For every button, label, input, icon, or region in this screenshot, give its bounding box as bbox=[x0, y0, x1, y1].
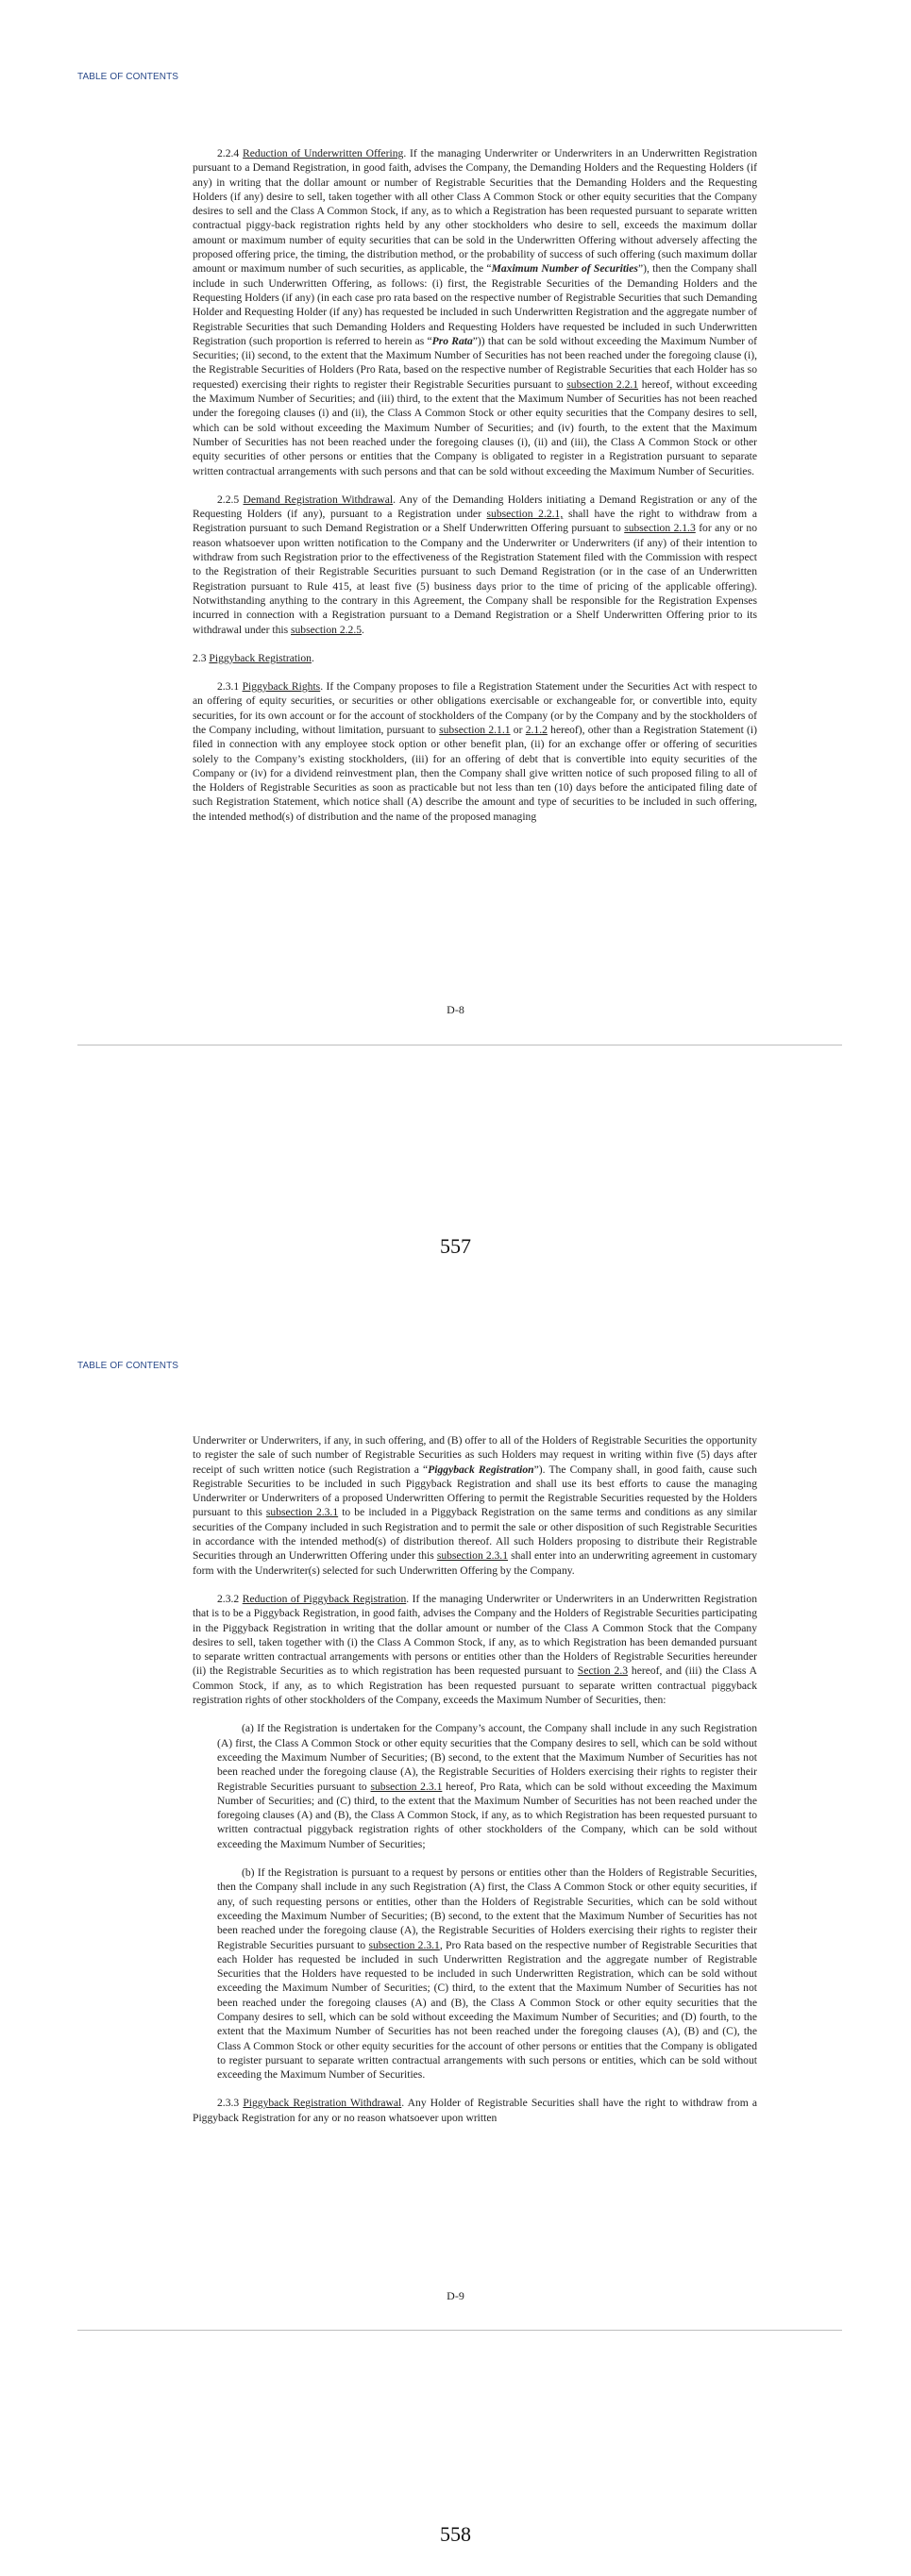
cross-reference: 2.1.2 bbox=[525, 723, 548, 736]
cross-reference: subsection 2.2.1, bbox=[486, 508, 564, 521]
section-2-2-5: 2.2.5 Demand Registration Withdrawal. Any of the Demanding Holders initiating a Demand Registration or any of the Requesting Holders (if any), pursuant to a Registration under subsection 2.2.1, shall have the right to withdraw from a Registration pursuant to such Demand Registration or a Shelf Underwritten Offering pursuant to subsection 2.1.3 for any or no reason whatsoever upon written notification to the Company and the Underwriter or Underwriters (if any) of their intention to withdraw from such Registration prior to the effectiveness of the Registration Statement filed with the Commission with respect to the Registration of their Registrable Securities pursuant to such Demand Registration (or in the case of an Underwritten Registration pursuant to Rule 415, at least five (5) business days prior to the time of pricing of the applicable offering). Notwithstanding anything to the contrary in this Agreement, the Company shall be responsible for the Registration Expenses incurred in connection with a Registration pursuant to a Demand Registration or a Shelf Underwritten Offering prior to its withdrawal under this subsection 2.2.5. bbox=[193, 493, 758, 636]
clause-a: (a) If the Registration is undertaken for the Company’s account, the Company shall include in any such Registration (A) first, the Class A Common Stock or other equity securities that the Company desires to sell, which can be sold without exceeding the Maximum Number of Securities; (B) second, to the extent that the Maximum Number of Securities has not been reached under the foregoing clause (A), the Registrable Securities of Holders exercising their rights to register their Registrable Securities pursuant to subsection 2.3.1 hereof, Pro Rata, which can be sold without exceeding the Maximum Number of Securities; and (C) third, to the extent that the Maximum Number of Securities has not been reached under the foregoing clauses (A) and (B), the Class A Common Stock, if any, as to which Registration has been requested pursuant to written contractual piggyback registration rights of other stockholders of the Company, which can be sold without exceeding the Maximum Number of Securities; bbox=[217, 1722, 758, 1850]
section-2-3: 2.3 Piggyback Registration. bbox=[193, 651, 314, 664]
section-2-3-3: 2.3.3 Piggyback Registration Withdrawal. Any Holder of Registrable Securities shall have the right to withdraw from a Piggyback Registration for any or no reason whatsoever upon written bbox=[193, 2097, 757, 2124]
section-title: Piggyback Registration Withdrawal bbox=[243, 2097, 402, 2110]
section-number: 2.3.2 bbox=[217, 1592, 240, 1605]
table-of-contents-link[interactable]: TABLE OF CONTENTS bbox=[77, 1361, 179, 1371]
page-footer: D-8 bbox=[447, 1003, 464, 1016]
section-number: 2.2.5 bbox=[217, 493, 240, 506]
section-title: Piggyback Registration bbox=[209, 651, 312, 664]
section-number: 2.3 bbox=[193, 651, 207, 664]
page-number: 558 bbox=[440, 2522, 471, 2546]
clause-b: (b) If the Registration is pursuant to a request by persons or entities other than the Holders of Registrable Securities, then the Company shall include in any such Registration (A) first, the Class A Common Stock or other equity securities, if any, of such requesting persons or entities, other than the Holders of Registrable Securities, which can be sold without exceeding the Maximum Number of Securities; (B) second, to the extent that the Maximum Number of Securities has not been reached under the foregoing clause (A), the Registrable Securities of Holders exercising their rights to register their Registrable Securities pursuant to subsection 2.3.1, Pro Rata based on the respective number of Registrable Securities that each Holder has requested be included in such Underwritten Registration and the aggregate number of Registrable Securities that the Holders have requested to be included in such Underwritten Registration, which can be sold without exceeding the Maximum Number of Securities; (C) third, to the extent that the Maximum Number of Securities has not been reached under the foregoing clauses (A) and (B), the Class A Common Stock or other equity securities that the Company desires to sell, which can be sold without exceeding the Maximum Number of Securities; and (D) fourth, to the extent that the Maximum Number of Securities has not been reached under the foregoing clauses (A), (B) and (C), the Class A Common Stock or other equity securities for the account of other persons or entities that the Company is obligated to register pursuant to separate written contractual arrangements with such persons or entities, which can be sold without exceeding the Maximum Number of Securities. bbox=[217, 1866, 757, 2082]
page-footer: D-9 bbox=[447, 2289, 464, 2302]
cross-reference: subsection 2.2.5 bbox=[291, 623, 363, 636]
section-title: Demand Registration Withdrawal bbox=[243, 493, 394, 506]
defined-term: Piggyback Registration bbox=[428, 1463, 534, 1476]
page-divider bbox=[77, 2330, 842, 2331]
section-2-2-4: 2.2.4 Reduction of Underwritten Offering. If the managing Underwriter or Underwriters in an Underwritten Registration pursuant to a Demand Registration, in good faith, advises the Company, the Demanding Holders and the Requesting Holders (if any) in writing that the dollar amount or number of Registrable Securities that the Demanding Holders and the Requesting Holders (if any) desire to sell, taken together with all other Class A Common Stock or other equity securities that the Company desires to sell and the Class A Common Stock, if any, as to which a Registration has been requested pursuant to separate written contractual piggy-back registration rights held by any other stockholders who desire to sell, exceeds the maximum dollar amount or maximum number of equity securities that can be sold in the Underwritten Offering without adversely affecting the proposed offering price, the timing, the distribution method, or the probability of success of such offering (such maximum dollar amount or maximum number of such securities, as applicable, the “Maximum Number of Securities”), then the Company shall include in such Underwritten Offering, as follows: (i) first, the Registrable Securities of the Demanding Holders and the Requesting Holders (if any) (in each case pro rata based on the respective number of Registrable Securities that such Demanding Holder and Requesting Holder (if any) has requested be included in such Underwritten Registration and the aggregate number of Registrable Securities that such Demanding Holders and Requesting Holders have requested be included in such Underwritten Registration (such proportion is referred to herein as “Pro Rata”)) that can be sold without exceeding the Maximum Number of Securities; (ii) second, to the extent that the Maximum Number of Securities has not been reached under the foregoing clause (i), the Registrable Securities of Holders (Pro Rata, based on the respective number of Registrable Securities that each Holder has so requested) exercising their rights to register their Registrable Securities pursuant to subsection 2.2.1 hereof, without exceeding the Maximum Number of Securities; and (iii) third, to the extent that the Maximum Number of Securities has not been reached under the foregoing clauses (i) and (ii), the Class A Common Stock or other equity securities that the Company desires to sell, which can be sold without exceeding the Maximum Number of Securities; and (iv) fourth, to the extent that the Maximum Number of Securities has not been reached under the foregoing clauses (i), (ii) and (iii), the Class A Common Stock or other equity securities of other persons or entities that the Company is obligated to register in a Registration pursuant to separate written contractual arrangements with such persons and that can be sold without exceeding the Maximum Number of Securities. bbox=[193, 147, 757, 477]
section-number: 2.2.4 bbox=[217, 147, 240, 159]
section-number: 2.3.1 bbox=[217, 680, 240, 694]
cross-reference: Section 2.3 bbox=[577, 1664, 629, 1678]
section-number: 2.3.3 bbox=[217, 2097, 240, 2110]
section-2-3-1: 2.3.1 Piggyback Rights. If the Company proposes to file a Registration Statement under the Securities Act with respect to an offering of equity securities, or securities or other obligations exercisable or exchangeable for, or convertible into, equity securities, for its own account or for the account of stockholders of the Company (or by the Company and by the stockholders of the Company including, without limitation, pursuant to subsection 2.1.1 or 2.1.2 hereof), other than a Registration Statement (i) filed in connection with any employee stock option or other benefit plan, (ii) for an exchange offer or offering of securities solely to the Company’s existing stockholders, (iii) for an offering of debt that is convertible into equity securities of the Company or (iv) for a dividend reinvestment plan, then the Company shall give written notice of such proposed filing to all of the Holders of Registrable Securities as soon as practicable but not less than ten (10) days before the anticipated filing date of such Registration Statement, which notice shall (A) describe the amount and type of securities to be included in such offering, the intended method(s) of distribution and the name of the proposed managing bbox=[193, 680, 758, 823]
defined-term: Maximum Number of Securities bbox=[491, 262, 638, 276]
page1-body bbox=[193, 146, 757, 838]
cross-reference: subsection 2.3.1 bbox=[368, 1938, 440, 1951]
cross-reference: subsection 2.3.1 bbox=[265, 1506, 339, 1519]
defined-term: Pro Rata bbox=[431, 334, 473, 347]
cross-reference: subsection 2.1.3 bbox=[624, 522, 696, 535]
cross-reference: subsection 2.2.1 bbox=[566, 377, 639, 391]
table-of-contents-link[interactable]: TABLE OF CONTENTS bbox=[77, 72, 179, 82]
page2-body bbox=[193, 1433, 757, 2139]
cross-reference: subsection 2.3.1 bbox=[436, 1549, 509, 1563]
cross-reference: subsection 2.3.1 bbox=[370, 1780, 443, 1793]
section-2-3-2: 2.3.2 Reduction of Piggyback Registration. If the managing Underwriter or Underwriters in an Underwritten Registration that is to be a Piggyback Registration, in good faith, advises the Company and the Holders of Registrable Securities participating in the Piggyback Registration in writing that the dollar amount or number of the Class A Common Stock that the Company desires to sell, taken together with (i) the Class A Common Stock, if any, as to which Registration has been demanded pursuant to separate written contractual arrangements with persons or entities other than the Holders of Registrable Securities hereunder (ii) the Registrable Securities as to which registration has been requested pursuant to Section 2.3 hereof, and (iii) the Class A Common Stock, if any, as to which Registration has been requested pursuant to separate written contractual piggyback registration rights of other stockholders of the Company, exceeds the Maximum Number of Securities, then: bbox=[193, 1592, 757, 1707]
section-title: Reduction of Underwritten Offering bbox=[243, 147, 404, 159]
cross-reference: subsection 2.1.1 bbox=[439, 723, 511, 736]
section-title: Reduction of Piggyback Registration bbox=[242, 1592, 407, 1605]
section-title: Piggyback Rights bbox=[242, 680, 321, 694]
page-number: 557 bbox=[440, 1234, 471, 1258]
section-2-3-1-continued: Underwriter or Underwriters, if any, in such offering, and (B) offer to all of the Holders of Registrable Securities the opportunity to register the sale of such number of Registrable Securities as such Holders may request in writing within five (5) days after receipt of such written notice (such Registration a “Piggyback Registration”). The Company shall, in good faith, cause such Registrable Securities to be included in such Piggyback Registration and shall use its best efforts to cause the managing Underwriter or Underwriters of a proposed Underwritten Offering to permit the Registrable Securities requested by the Holders pursuant to this subsection 2.3.1 to be included in a Piggyback Registration on the same terms and conditions as any similar securities of the Company included in such Registration and to permit the sale or other disposition of such Registrable Securities in accordance with the intended method(s) of distribution thereof. All such Holders proposing to distribute their Registrable Securities through an Underwritten Offering under this subsection 2.3.1 shall enter into an underwriting agreement in customary form with the Underwriter(s) selected for such Underwritten Offering by the Company. bbox=[193, 1434, 758, 1577]
